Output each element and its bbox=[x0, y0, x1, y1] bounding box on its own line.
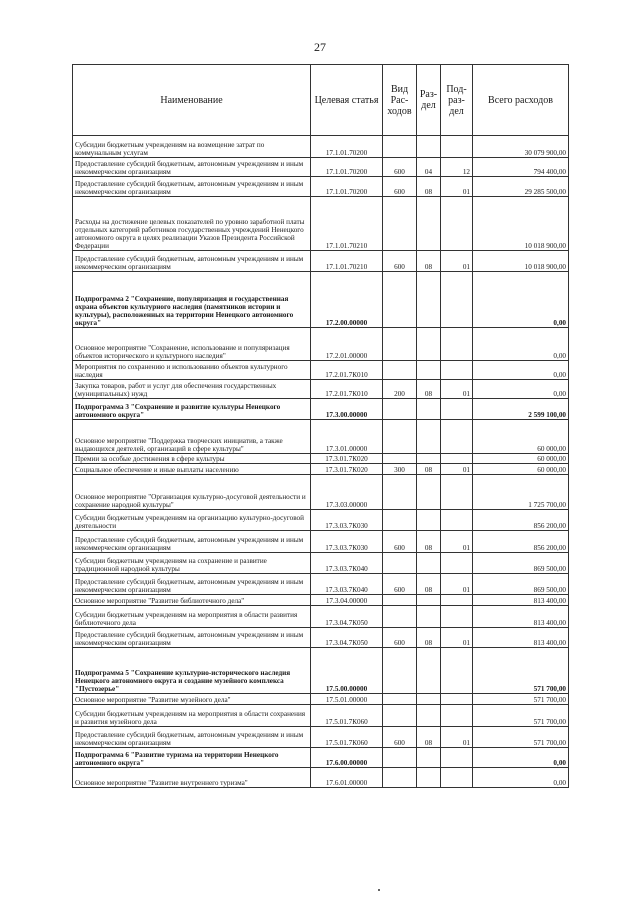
row-subsection bbox=[441, 361, 473, 380]
row-subsection bbox=[441, 420, 473, 454]
row-subsection: 01 bbox=[441, 727, 473, 748]
table-row bbox=[73, 328, 569, 361]
row-subsection bbox=[441, 768, 473, 788]
row-target-code: 17.1.01.70200 bbox=[311, 177, 383, 197]
row-target-code: 17.6.01.00000 bbox=[311, 768, 383, 788]
table-row bbox=[73, 251, 569, 272]
row-kind bbox=[383, 694, 417, 705]
row-section: 08 bbox=[417, 574, 441, 595]
row-amount: 1 725 700,00 bbox=[473, 475, 569, 510]
row-subsection: 01 bbox=[441, 251, 473, 272]
header-name: Наименование bbox=[73, 65, 311, 136]
row-amount: 869 500,00 bbox=[473, 574, 569, 595]
row-section: 08 bbox=[417, 251, 441, 272]
row-name: Подпрограмма 3 "Сохранение и развитие культуры Ненецкого автономного округа" bbox=[73, 399, 311, 420]
row-amount: 29 285 500,00 bbox=[473, 177, 569, 197]
row-amount: 10 018 900,00 bbox=[473, 251, 569, 272]
row-kind bbox=[383, 475, 417, 510]
row-subsection: 01 bbox=[441, 531, 473, 553]
row-target-code: 17.3.03.7К030 bbox=[311, 531, 383, 553]
row-target-code: 17.3.01.00000 bbox=[311, 420, 383, 454]
header-total: Всего расходов bbox=[473, 65, 569, 136]
header-target: Целевая статья bbox=[311, 65, 383, 136]
table-row bbox=[73, 510, 569, 531]
row-target-code: 17.2.01.7К010 bbox=[311, 380, 383, 399]
table-row bbox=[73, 420, 569, 454]
row-name: Предоставление субсидий бюджетным, автономным учреждениям и иным некоммерческим организациям bbox=[73, 628, 311, 648]
table-row bbox=[73, 768, 569, 788]
table-header-row bbox=[73, 65, 569, 136]
row-kind: 600 bbox=[383, 628, 417, 648]
row-section: 08 bbox=[417, 727, 441, 748]
row-target-code: 17.3.03.7К040 bbox=[311, 553, 383, 574]
row-subsection bbox=[441, 136, 473, 158]
row-subsection bbox=[441, 272, 473, 328]
table-row bbox=[73, 531, 569, 553]
row-subsection bbox=[441, 748, 473, 768]
row-amount: 30 079 900,00 bbox=[473, 136, 569, 158]
row-section bbox=[417, 136, 441, 158]
table-row bbox=[73, 628, 569, 648]
row-section bbox=[417, 454, 441, 464]
table-row bbox=[73, 606, 569, 628]
row-section bbox=[417, 197, 441, 251]
row-section bbox=[417, 361, 441, 380]
row-amount: 813 400,00 bbox=[473, 595, 569, 606]
table-row bbox=[73, 454, 569, 464]
row-subsection bbox=[441, 328, 473, 361]
row-target-code: 17.3.03.7К030 bbox=[311, 510, 383, 531]
table-row bbox=[73, 399, 569, 420]
row-amount: 794 400,00 bbox=[473, 158, 569, 177]
row-subsection: 01 bbox=[441, 380, 473, 399]
table-row bbox=[73, 595, 569, 606]
table-row bbox=[73, 748, 569, 768]
row-name: Субсидии бюджетным учреждениям на возмещение затрат по коммунальным услугам bbox=[73, 136, 311, 158]
row-section bbox=[417, 510, 441, 531]
row-kind: 600 bbox=[383, 158, 417, 177]
row-amount: 60 000,00 bbox=[473, 454, 569, 464]
row-subsection bbox=[441, 197, 473, 251]
row-section bbox=[417, 606, 441, 628]
row-section: 08 bbox=[417, 380, 441, 399]
row-target-code: 17.6.00.00000 bbox=[311, 748, 383, 768]
row-amount: 0,00 bbox=[473, 748, 569, 768]
row-amount: 571 700,00 bbox=[473, 727, 569, 748]
table-row bbox=[73, 272, 569, 328]
row-name: Предоставление субсидий бюджетным, автономным учреждениям и иным некоммерческим организациям bbox=[73, 727, 311, 748]
row-section bbox=[417, 328, 441, 361]
row-kind bbox=[383, 595, 417, 606]
row-section bbox=[417, 595, 441, 606]
row-name: Основное мероприятие "Организация культурно-досуговой деятельности и сохранение народной культуры" bbox=[73, 475, 311, 510]
table-row bbox=[73, 197, 569, 251]
row-kind bbox=[383, 705, 417, 727]
row-amount: 856 200,00 bbox=[473, 510, 569, 531]
row-amount: 813 400,00 bbox=[473, 628, 569, 648]
table-row bbox=[73, 648, 569, 694]
row-kind bbox=[383, 328, 417, 361]
page-mark bbox=[378, 889, 380, 891]
row-name: Мероприятия по сохранению и использованию объектов культурного наследия bbox=[73, 361, 311, 380]
row-section bbox=[417, 399, 441, 420]
row-name: Субсидии бюджетным учреждениям на мероприятия в области сохранения и развития музейного дела bbox=[73, 705, 311, 727]
row-amount: 571 700,00 bbox=[473, 705, 569, 727]
row-target-code: 17.2.00.00000 bbox=[311, 272, 383, 328]
row-subsection: 01 bbox=[441, 628, 473, 648]
row-subsection bbox=[441, 606, 473, 628]
row-kind bbox=[383, 420, 417, 454]
row-kind: 300 bbox=[383, 464, 417, 475]
row-kind bbox=[383, 399, 417, 420]
row-subsection bbox=[441, 475, 473, 510]
row-target-code: 17.1.01.70200 bbox=[311, 136, 383, 158]
row-subsection: 01 bbox=[441, 177, 473, 197]
table-row bbox=[73, 380, 569, 399]
row-name: Закупка товаров, работ и услуг для обеспечения государственных (муниципальных) нужд bbox=[73, 380, 311, 399]
row-name: Основное мероприятие "Поддержка творческих инициатив, а также выдающихся деятелей, организаций в сфере культуры" bbox=[73, 420, 311, 454]
header-subsection: Под-раз-дел bbox=[441, 65, 473, 136]
table-row bbox=[73, 727, 569, 748]
row-target-code: 17.2.01.7К010 bbox=[311, 361, 383, 380]
page-number: 27 bbox=[314, 40, 326, 54]
row-amount: 571 700,00 bbox=[473, 694, 569, 705]
row-name: Подпрограмма 5 "Сохранение культурно-исторического наследия Ненецкого автономного округа и создание музейного комплекса "Пустозерье" bbox=[73, 648, 311, 694]
row-subsection: 01 bbox=[441, 464, 473, 475]
row-kind bbox=[383, 361, 417, 380]
row-name: Субсидии бюджетным учреждениям на сохранение и развитие традиционной народной культуры bbox=[73, 553, 311, 574]
row-name: Основное мероприятие "Сохранение, использование и популяризация объектов исторического и культурного наследия" bbox=[73, 328, 311, 361]
row-subsection: 12 bbox=[441, 158, 473, 177]
row-name: Предоставление субсидий бюджетным, автономным учреждениям и иным некоммерческим организациям bbox=[73, 531, 311, 553]
row-section bbox=[417, 475, 441, 510]
row-name: Предоставление субсидий бюджетным, автономным учреждениям и иным некоммерческим организациям bbox=[73, 574, 311, 595]
row-name: Социальное обеспечение и иные выплаты населению bbox=[73, 464, 311, 475]
row-amount: 0,00 bbox=[473, 361, 569, 380]
row-kind bbox=[383, 748, 417, 768]
row-kind bbox=[383, 510, 417, 531]
row-name: Подпрограмма 2 "Сохранение, популяризация и государственная охрана объектов культурного наследия (памятников истории и культуры), расположенных на территории Ненецкого автономного округа" bbox=[73, 272, 311, 328]
row-subsection bbox=[441, 553, 473, 574]
row-target-code: 17.3.00.00000 bbox=[311, 399, 383, 420]
row-amount: 813 400,00 bbox=[473, 606, 569, 628]
row-subsection bbox=[441, 399, 473, 420]
row-amount: 571 700,00 bbox=[473, 648, 569, 694]
row-target-code: 17.5.01.7К060 bbox=[311, 727, 383, 748]
row-kind: 600 bbox=[383, 177, 417, 197]
row-kind bbox=[383, 272, 417, 328]
row-target-code: 17.1.01.70200 bbox=[311, 158, 383, 177]
row-section: 08 bbox=[417, 177, 441, 197]
row-amount: 0,00 bbox=[473, 272, 569, 328]
row-name: Расходы на достижение целевых показателей по уровню заработной платы отдельных категорий работников государственных учреждений Ненецкого автономного округа в целях реализации Указов Президента Российской Федерации bbox=[73, 197, 311, 251]
row-subsection bbox=[441, 454, 473, 464]
row-target-code: 17.3.04.7К050 bbox=[311, 606, 383, 628]
row-subsection bbox=[441, 705, 473, 727]
row-target-code: 17.3.03.00000 bbox=[311, 475, 383, 510]
table-row bbox=[73, 705, 569, 727]
row-amount: 60 000,00 bbox=[473, 420, 569, 454]
row-name: Основное мероприятие "Развитие внутреннего туризма" bbox=[73, 768, 311, 788]
table-row bbox=[73, 361, 569, 380]
row-kind bbox=[383, 768, 417, 788]
row-target-code: 17.3.01.7К020 bbox=[311, 454, 383, 464]
row-kind bbox=[383, 454, 417, 464]
row-amount: 0,00 bbox=[473, 380, 569, 399]
row-kind bbox=[383, 553, 417, 574]
budget-table bbox=[72, 64, 569, 788]
row-section bbox=[417, 553, 441, 574]
row-name: Основное мероприятие "Развитие музейного дела" bbox=[73, 694, 311, 705]
row-name: Субсидии бюджетным учреждениям на мероприятия в области развития библиотечного дела bbox=[73, 606, 311, 628]
row-subsection bbox=[441, 595, 473, 606]
row-target-code: 17.2.01.00000 bbox=[311, 328, 383, 361]
table-row bbox=[73, 136, 569, 158]
row-section: 04 bbox=[417, 158, 441, 177]
row-target-code: 17.3.04.7К050 bbox=[311, 628, 383, 648]
row-amount: 0,00 bbox=[473, 328, 569, 361]
row-name: Подпрограмма 6 "Развитие туризма на территории Ненецкого автономного округа" bbox=[73, 748, 311, 768]
row-amount: 0,00 bbox=[473, 768, 569, 788]
header-section: Раз-дел bbox=[417, 65, 441, 136]
row-section bbox=[417, 420, 441, 454]
row-kind: 600 bbox=[383, 727, 417, 748]
row-section bbox=[417, 705, 441, 727]
row-target-code: 17.3.04.00000 bbox=[311, 595, 383, 606]
row-name: Премии за особые достижения в сфере культуры bbox=[73, 454, 311, 464]
table-row bbox=[73, 177, 569, 197]
row-subsection bbox=[441, 694, 473, 705]
row-name: Предоставление субсидий бюджетным, автономным учреждениям и иным некоммерческим организациям bbox=[73, 158, 311, 177]
table-row bbox=[73, 694, 569, 705]
row-target-code: 17.5.01.00000 bbox=[311, 694, 383, 705]
row-target-code: 17.3.03.7К040 bbox=[311, 574, 383, 595]
row-subsection bbox=[441, 510, 473, 531]
row-kind: 200 bbox=[383, 380, 417, 399]
row-section bbox=[417, 272, 441, 328]
row-target-code: 17.3.01.7К020 bbox=[311, 464, 383, 475]
row-target-code: 17.1.01.70210 bbox=[311, 251, 383, 272]
row-target-code: 17.5.01.7К060 bbox=[311, 705, 383, 727]
row-kind: 600 bbox=[383, 531, 417, 553]
row-name: Основное мероприятие "Развитие библиотечного дела" bbox=[73, 595, 311, 606]
row-amount: 2 599 100,00 bbox=[473, 399, 569, 420]
table-row bbox=[73, 553, 569, 574]
row-name: Предоставление субсидий бюджетным, автономным учреждениям и иным некоммерческим организациям bbox=[73, 177, 311, 197]
row-kind bbox=[383, 606, 417, 628]
row-section bbox=[417, 748, 441, 768]
row-amount: 856 200,00 bbox=[473, 531, 569, 553]
row-subsection bbox=[441, 648, 473, 694]
table-row bbox=[73, 464, 569, 475]
row-kind: 600 bbox=[383, 251, 417, 272]
header-kind: Вид Рас-ходов bbox=[383, 65, 417, 136]
table-row bbox=[73, 475, 569, 510]
row-kind bbox=[383, 648, 417, 694]
row-section: 08 bbox=[417, 531, 441, 553]
row-subsection: 01 bbox=[441, 574, 473, 595]
row-section bbox=[417, 694, 441, 705]
row-name: Субсидии бюджетным учреждениям на организацию культурно-досуговой деятельности bbox=[73, 510, 311, 531]
row-kind bbox=[383, 197, 417, 251]
row-amount: 60 000,00 bbox=[473, 464, 569, 475]
row-section: 08 bbox=[417, 464, 441, 475]
row-amount: 869 500,00 bbox=[473, 553, 569, 574]
table-body bbox=[73, 136, 569, 788]
table-row bbox=[73, 574, 569, 595]
row-section bbox=[417, 768, 441, 788]
row-target-code: 17.1.01.70210 bbox=[311, 197, 383, 251]
row-name: Предоставление субсидий бюджетным, автономным учреждениям и иным некоммерческим организациям bbox=[73, 251, 311, 272]
row-target-code: 17.5.00.00000 bbox=[311, 648, 383, 694]
row-kind: 600 bbox=[383, 574, 417, 595]
table-row bbox=[73, 158, 569, 177]
row-section: 08 bbox=[417, 628, 441, 648]
row-section bbox=[417, 648, 441, 694]
row-amount: 10 018 900,00 bbox=[473, 197, 569, 251]
row-kind bbox=[383, 136, 417, 158]
